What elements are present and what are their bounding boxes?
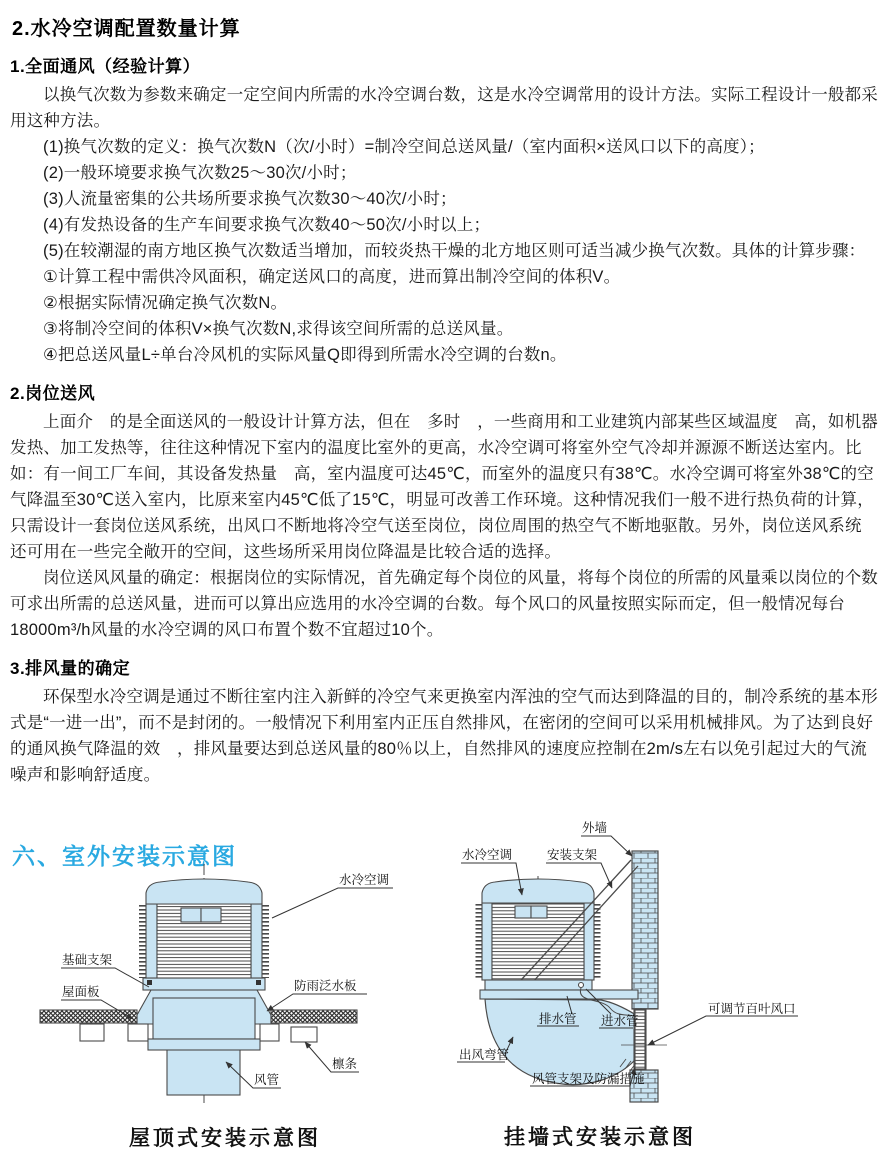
unit-panel-detail [531,906,547,918]
label-duct-support: 风管支架及防漏措施 [532,1072,645,1086]
unit-side-column [482,903,492,980]
label-roof-panel: 屋面板 [62,985,100,999]
paragraph: (4)有发热设备的生产车间要求换气次数40～50次/小时以上； [43,216,491,234]
purlin [291,1027,317,1042]
roof-panel-left [40,1010,137,1023]
unit-base-pan [485,980,592,990]
label-mounting-bracket: 安装支架 [547,848,598,862]
label-outlet-elbow: 出风弯管 [459,1048,510,1062]
unit-top-cap [146,879,262,904]
figure-caption-wall: 挂墙式安装示意图 [504,1126,696,1149]
wall-installation-diagram [455,818,890,1108]
unit-panel-detail [181,908,201,922]
label-air-duct: 风管 [254,1073,280,1087]
base-ledge [148,1039,260,1050]
outer-wall-upper-bricks [632,851,658,1009]
unit-side-column [251,904,262,978]
section-heading-exhaust-volume: 3.排风量的确定 [10,659,131,678]
base-support-frame [143,978,265,990]
section-heading-ventilation: 1.全面通风（经验计算） [10,57,201,76]
paragraph: (2)一般环境要求换气次数25～30次/小时； [43,164,357,182]
inlet-pipe-connector [579,983,584,988]
paragraph: (3)人流量密集的公共场所要求换气次数30～40次/小时； [43,190,457,208]
unit-panel-detail [515,906,531,918]
figure-caption-roof: 屋顶式安装示意图 [129,1127,321,1150]
section-heading-spot-air-supply: 2.岗位送风 [10,384,96,403]
label-adjustable-louver-outlet: 可调节百叶风口 [708,1002,796,1016]
label-rain-flashing: 防雨泛水板 [294,979,357,993]
label-inlet-pipe: 进水管 [601,1014,639,1028]
installation-diagrams-section [0,808,890,1156]
leader-line [648,1016,798,1045]
label-purlin: 檩条 [332,1057,358,1071]
paragraph: ④把总送风量L÷单台冷风机的实际风量Q即得到所需水冷空调的台数n。 [43,346,567,364]
purlin [260,1024,279,1041]
unit-side-column [584,903,594,980]
frame-bolt [256,980,261,985]
paragraph: 岗位送风风量的确定：根据岗位的实际情况，首先确定每个岗位的风量，将每个岗位的所需的风量乘以岗位的个数可求出所需的总送风量，进而可以算出应选用的水冷空调的台数。每个风口的风量按照实际而定，但一般情况每台18000m³/h风量的水冷空调的风口布置个数不宜超过10个。 [10,569,878,639]
leader-line [267,994,367,1011]
roof-panel-right [271,1010,357,1023]
label-base-bracket: 基础支架 [62,953,113,967]
purlin [128,1024,148,1041]
base-plenum [153,998,255,1039]
paragraph: ③将制冷空间的体积V×换气次数N,求得该空间所需的总送风量。 [43,320,514,338]
label-outer-wall: 外墙 [582,821,608,835]
unit-panel-detail [201,908,221,922]
unit-side-column [146,904,157,978]
doc-title: 2.水冷空调配置数量计算 [12,18,241,40]
frame-bolt [147,980,152,985]
base-support-bar [480,990,638,999]
label-water-cooled-ac: 水冷空调 [339,873,390,887]
paragraph: (5)在较潮湿的南方地区换气次数适当增加，而较炎热干燥的北方地区则可适当减少换气次数。具体的计算步骤： [43,242,866,260]
label-drain-pipe: 排水管 [539,1012,577,1026]
paragraph: 以换气次数为参数来确定一定空间内所需的水冷空调台数，这是水冷空调常用的设计方法。实际工程设计一般都采用这种方法。 [10,86,878,130]
paragraph: ②根据实际情况确定换气次数N。 [43,294,288,312]
unit-top-cap [482,879,594,903]
roof-installation-diagram [35,858,440,1113]
label-water-cooled-ac: 水冷空调 [462,848,513,862]
paragraph: 环保型水冷空调是通过不断往室内注入新鲜的冷空气来更换室内浑浊的空气而达到降温的目的，制冷系统的基本形式是“一进一出”，而不是封闭的。一般情况下利用室内正压自然排风，在密闭的空间可以采用机械排风。为了达到良好的通风换气降温的效 ，排风量要达到总送风量的80％以上，自然排风的速度应控制在2m/s左右以免引起过大的气流噪声和影响舒适度。 [10,688,878,784]
paragraph: 上面介 的是全面送风的一般设计计算方法，但在 多时 ，一些商用和工业建筑内部某些区域温度 高，如机器发热、加工发热等，往往这种情况下室内的温度比室外的更高，水冷空调可将室外空气冷却并源源不断送达室内。比如：有一间工厂车间，其设备发热量 高，室内温度可达45℃，而室外的温度只有38℃。水冷空调可将室外38℃的空气降温至30℃送入室内，比原来室内45℃低了15℃，明显可改善工作环境。这种情况我们一般不进行热负荷的计算，只需设计一套岗位送风系统，出风口不断地将冷空气送至岗位，岗位周围的热空气不断地驱散。另外，岗位送风系统还可用在一些完全敞开的空间，这些场所采用岗位降温是比较合适的选择。 [10,413,878,561]
paragraph: ①计算工程中需供冷风面积，确定送风口的高度，进而算出制冷空间的体积V。 [43,268,621,286]
figure-roof-installation [35,858,440,1152]
installation-section-heading: 六、室外安装示意图 [12,843,237,869]
paragraph: (1)换气次数的定义：换气次数N（次/小时）=制冷空间总送风量/（室内面积×送风口以下的高度）； [43,138,765,156]
leader-line [272,888,393,918]
purlin [80,1024,104,1041]
figure-wall-installation [455,818,890,1151]
